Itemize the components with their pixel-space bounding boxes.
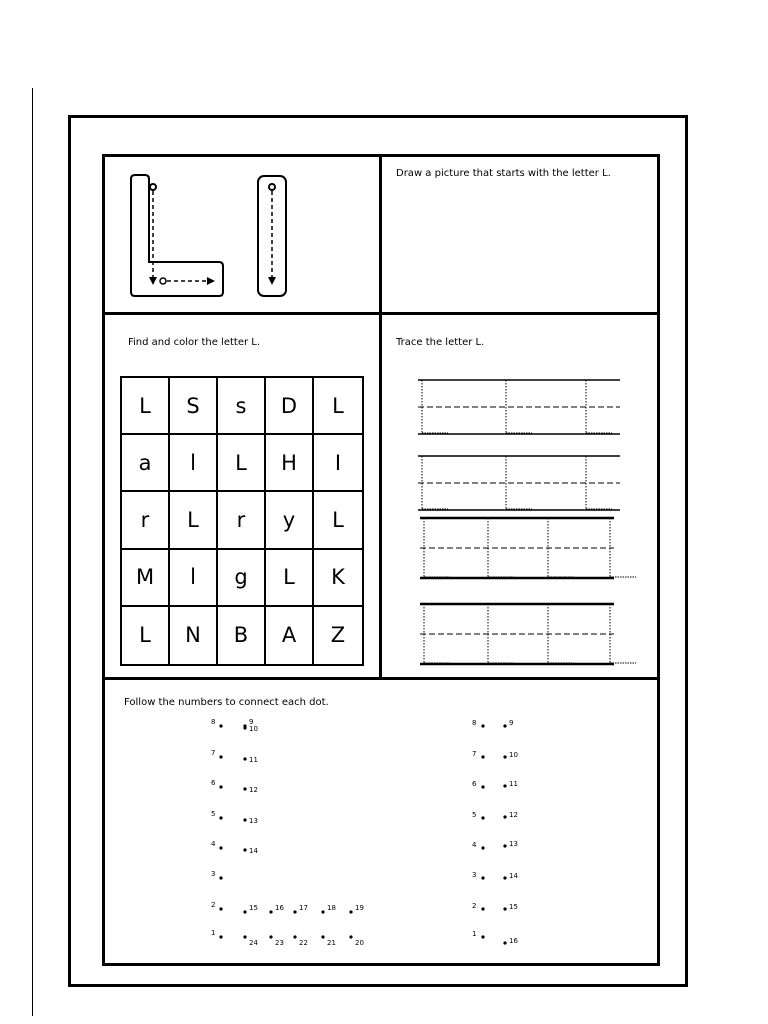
uppercase-dot-label: 5 xyxy=(211,810,216,818)
uppercase-dot-label: 23 xyxy=(275,939,284,947)
lowercase-dot[interactable] xyxy=(503,755,506,758)
lowercase-dot-label: 15 xyxy=(509,903,518,911)
lowercase-dot[interactable] xyxy=(481,846,484,849)
lowercase-dot[interactable] xyxy=(503,724,506,727)
grid-cell[interactable]: r xyxy=(218,492,266,549)
grid-cell[interactable]: L xyxy=(314,492,362,549)
uppercase-l-arrow-right xyxy=(207,277,215,285)
grid-cell[interactable]: H xyxy=(266,435,314,492)
lowercase-dot[interactable] xyxy=(481,816,484,819)
uppercase-dot[interactable] xyxy=(293,910,296,913)
lowercase-dot[interactable] xyxy=(503,784,506,787)
letter-guide-panel xyxy=(105,157,379,312)
uppercase-dot-label: 10 xyxy=(249,725,258,733)
lowercase-dot-label: 14 xyxy=(509,872,518,880)
uppercase-dot[interactable] xyxy=(243,787,246,790)
uppercase-dot[interactable] xyxy=(321,910,324,913)
uppercase-dot-label: 13 xyxy=(249,817,258,825)
uppercase-dot[interactable] xyxy=(243,757,246,760)
grid-cell[interactable]: B xyxy=(218,607,266,664)
lowercase-l-start-dot xyxy=(269,184,275,190)
uppercase-dot[interactable] xyxy=(219,755,222,758)
uppercase-dot[interactable] xyxy=(269,935,272,938)
uppercase-dot[interactable] xyxy=(349,935,352,938)
grid-cell[interactable]: l xyxy=(170,435,218,492)
uppercase-dot[interactable] xyxy=(219,785,222,788)
uppercase-dot-label: 19 xyxy=(355,904,364,912)
uppercase-dot-label: 14 xyxy=(249,847,258,855)
lowercase-dot-label: 7 xyxy=(472,750,477,758)
lowercase-dot-label: 16 xyxy=(509,937,518,945)
lowercase-dot[interactable] xyxy=(503,876,506,879)
uppercase-dot-label: 1 xyxy=(211,929,216,937)
lowercase-dot-label: 3 xyxy=(472,871,477,879)
uppercase-dot-label: 17 xyxy=(299,904,308,912)
uppercase-dot[interactable] xyxy=(321,935,324,938)
grid-cell[interactable]: S xyxy=(170,378,218,435)
grid-cell[interactable]: a xyxy=(122,435,170,492)
grid-cell[interactable]: s xyxy=(218,378,266,435)
draw-picture-instruction: Draw a picture that starts with the letter L. xyxy=(396,168,611,179)
lowercase-dot-label: 9 xyxy=(509,719,514,727)
lowercase-dot-label: 8 xyxy=(472,719,477,727)
lowercase-dot-label: 12 xyxy=(509,811,518,819)
divider-top xyxy=(102,312,660,315)
grid-cell[interactable]: A xyxy=(266,607,314,664)
lowercase-dot[interactable] xyxy=(481,724,484,727)
uppercase-dot[interactable] xyxy=(243,910,246,913)
uppercase-l-second-dot xyxy=(160,278,166,284)
trace-row[interactable] xyxy=(420,518,636,578)
uppercase-dot[interactable] xyxy=(219,724,222,727)
lowercase-dot[interactable] xyxy=(481,785,484,788)
uppercase-dot[interactable] xyxy=(269,910,272,913)
trace-lines-area[interactable] xyxy=(382,360,660,677)
grid-cell[interactable]: D xyxy=(266,378,314,435)
lowercase-dot-label: 10 xyxy=(509,751,518,759)
uppercase-dot-label: 21 xyxy=(327,939,336,947)
uppercase-dot[interactable] xyxy=(219,816,222,819)
letter-grid xyxy=(120,376,364,666)
uppercase-dot[interactable] xyxy=(243,818,246,821)
uppercase-dot[interactable] xyxy=(243,935,246,938)
uppercase-dot-label: 7 xyxy=(211,749,216,757)
grid-cell[interactable]: g xyxy=(218,550,266,607)
uppercase-dot-label: 16 xyxy=(275,904,284,912)
uppercase-dot[interactable] xyxy=(349,910,352,913)
grid-cell[interactable]: Z xyxy=(330,623,346,648)
uppercase-dot-label: 2 xyxy=(211,901,216,909)
dot-to-dot-area[interactable] xyxy=(105,680,657,963)
lowercase-dot-label: 13 xyxy=(509,840,518,848)
grid-cell[interactable]: I xyxy=(314,435,362,492)
lowercase-dot[interactable] xyxy=(481,755,484,758)
lowercase-l-arrow-down xyxy=(268,277,276,285)
lowercase-dot-label: 4 xyxy=(472,841,477,849)
uppercase-l-start-dot xyxy=(150,184,156,190)
lowercase-dot-label: 2 xyxy=(472,902,477,910)
grid-cell[interactable]: L xyxy=(266,550,314,607)
grid-cell[interactable]: L xyxy=(122,607,170,664)
uppercase-dot[interactable] xyxy=(243,726,246,729)
uppercase-dot-label: 18 xyxy=(327,904,336,912)
uppercase-dot[interactable] xyxy=(219,846,222,849)
uppercase-dot[interactable] xyxy=(219,935,222,938)
grid-cell[interactable]: N xyxy=(170,607,218,664)
uppercase-dot-label: 20 xyxy=(355,939,364,947)
grid-cell[interactable]: L xyxy=(170,492,218,549)
connect-dots-instruction: Follow the numbers to connect each dot. xyxy=(124,697,329,708)
uppercase-l-outline xyxy=(131,175,223,296)
uppercase-dot-label: 4 xyxy=(211,840,216,848)
lowercase-dot[interactable] xyxy=(481,907,484,910)
uppercase-dot[interactable] xyxy=(219,876,222,879)
trace-instruction: Trace the letter L. xyxy=(396,337,485,348)
uppercase-dot-label: 12 xyxy=(249,786,258,794)
lowercase-dot[interactable] xyxy=(481,876,484,879)
lowercase-dot-label: 11 xyxy=(509,780,518,788)
trace-row[interactable] xyxy=(418,456,620,510)
uppercase-l-arrow-down xyxy=(149,277,157,285)
uppercase-dot[interactable] xyxy=(219,907,222,910)
lowercase-dot-label: 1 xyxy=(472,930,477,938)
grid-cell[interactable]: K xyxy=(314,550,362,607)
uppercase-dot-label: 15 xyxy=(249,904,258,912)
lowercase-dot-label: 6 xyxy=(472,780,477,788)
lowercase-dot-label: 5 xyxy=(472,811,477,819)
uppercase-dot-label: 3 xyxy=(211,870,216,878)
uppercase-dot[interactable] xyxy=(243,848,246,851)
grid-cell[interactable]: r xyxy=(122,492,170,549)
grid-cell[interactable]: L xyxy=(218,435,266,492)
uppercase-dot-label: 8 xyxy=(211,718,216,726)
grid-cell[interactable]: L xyxy=(122,378,170,435)
grid-cell[interactable]: y xyxy=(266,492,314,549)
uppercase-dot[interactable] xyxy=(293,935,296,938)
grid-cell[interactable]: M xyxy=(122,550,170,607)
uppercase-dot-label: 11 xyxy=(249,756,258,764)
lowercase-dot[interactable] xyxy=(503,815,506,818)
uppercase-dot-label: 6 xyxy=(211,779,216,787)
lowercase-dot[interactable] xyxy=(503,907,506,910)
grid-cell[interactable]: L xyxy=(314,378,362,435)
page-margin-line xyxy=(32,88,33,1016)
find-color-instruction: Find and color the letter L. xyxy=(128,337,261,348)
lowercase-dot[interactable] xyxy=(481,935,484,938)
uppercase-dot-label: 9 xyxy=(249,718,254,726)
lowercase-dot[interactable] xyxy=(503,844,506,847)
lowercase-dot[interactable] xyxy=(503,941,506,944)
uppercase-dot-label: 24 xyxy=(249,939,258,947)
trace-row[interactable] xyxy=(418,380,620,434)
grid-cell[interactable]: l xyxy=(170,550,218,607)
trace-row[interactable] xyxy=(420,604,636,664)
uppercase-dot-label: 22 xyxy=(299,939,308,947)
